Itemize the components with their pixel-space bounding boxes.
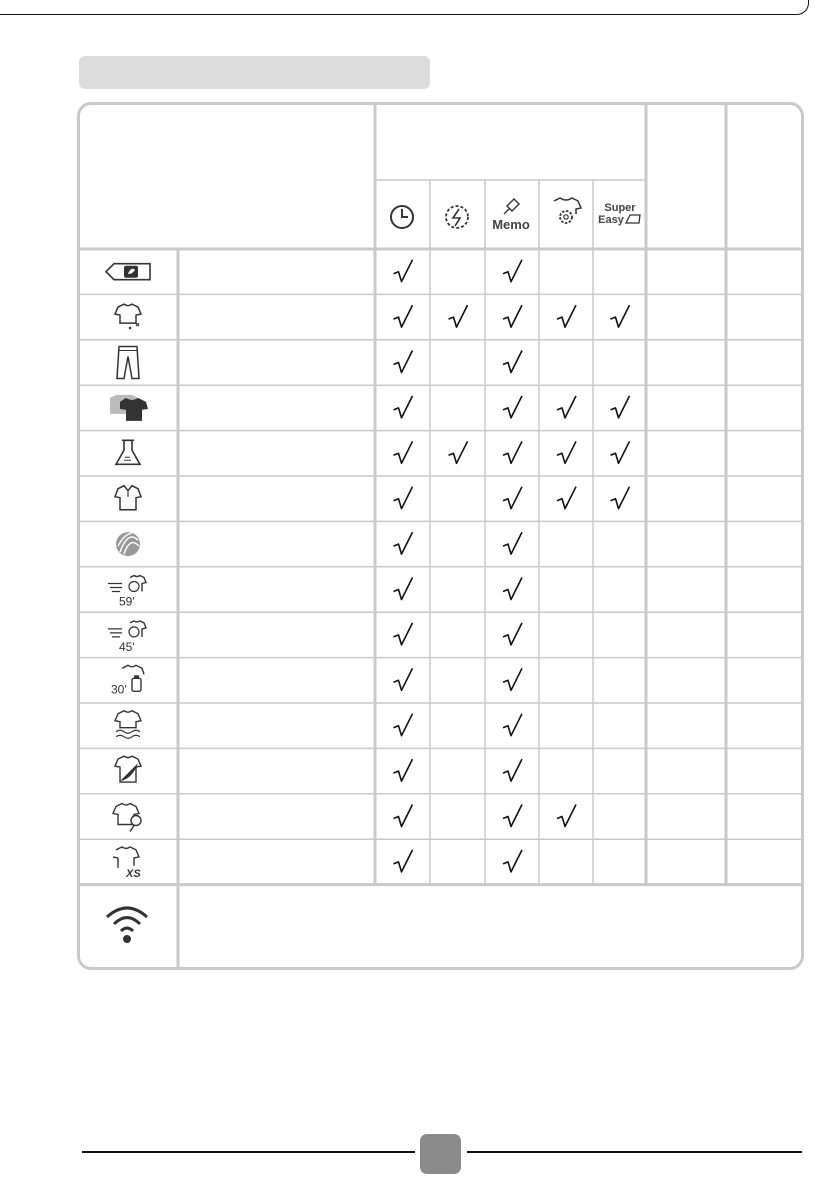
shirt-stain-icon xyxy=(131,816,141,826)
check-mark xyxy=(503,714,522,736)
check-mark xyxy=(394,260,413,282)
check-mark xyxy=(611,396,630,418)
iron-icon xyxy=(626,215,640,223)
shirt-30-bottle-icon xyxy=(132,678,141,691)
program-label: 30' xyxy=(111,682,127,697)
check-mark xyxy=(503,668,522,690)
check-mark xyxy=(394,351,413,373)
shirt-gear-icon xyxy=(564,215,568,219)
check-mark xyxy=(611,487,630,509)
check-mark xyxy=(503,805,522,827)
check-mark xyxy=(394,441,413,463)
check-mark xyxy=(394,668,413,690)
check-mark xyxy=(394,805,413,827)
check-mark xyxy=(503,396,522,418)
wifi-icon xyxy=(107,908,147,917)
wifi-icon xyxy=(114,918,140,925)
quick-wash-icon xyxy=(446,206,468,228)
check-mark xyxy=(503,532,522,554)
table-row xyxy=(394,668,523,690)
shirt-waves-icon xyxy=(116,730,140,738)
rapid-59-icon xyxy=(108,584,122,592)
table-row xyxy=(394,305,630,327)
check-mark xyxy=(394,714,413,736)
footer-rule-left xyxy=(82,1151,415,1153)
check-mark xyxy=(503,759,522,781)
footer-rule-right xyxy=(467,1151,802,1153)
check-mark xyxy=(394,623,413,645)
shirt-sparkle-icon xyxy=(115,304,141,323)
table-row xyxy=(394,759,523,781)
shirt-sparkle-icon xyxy=(129,323,139,329)
check-mark xyxy=(449,441,468,463)
section-title-bar xyxy=(79,56,430,89)
check-mark xyxy=(557,441,576,463)
memo-label: Memo xyxy=(492,217,530,232)
check-mark xyxy=(557,487,576,509)
check-mark xyxy=(394,759,413,781)
shirt-gear-icon xyxy=(560,211,572,223)
check-mark xyxy=(394,578,413,600)
check-mark xyxy=(394,532,413,554)
table-row xyxy=(394,396,630,418)
check-mark xyxy=(503,623,522,645)
check-mark xyxy=(503,305,522,327)
table-row xyxy=(394,441,630,463)
rapid-45-icon xyxy=(129,627,139,637)
mixed-colors-icon xyxy=(120,398,148,421)
rapid-45-icon xyxy=(108,629,122,637)
memo-pin-icon xyxy=(504,199,519,214)
shirt-waves-icon xyxy=(115,711,141,728)
check-mark xyxy=(394,305,413,327)
page-number-badge xyxy=(420,1134,461,1174)
super-easy-label: Easy xyxy=(598,214,624,226)
program-options-table xyxy=(77,102,804,970)
check-mark xyxy=(503,487,522,509)
wifi-icon xyxy=(123,935,131,943)
shirt-30-bottle-icon xyxy=(134,675,139,678)
check-mark xyxy=(394,850,413,872)
flask-icon xyxy=(124,457,131,460)
table-grid xyxy=(80,105,801,967)
check-mark xyxy=(503,260,522,282)
check-mark xyxy=(394,396,413,418)
shirt-xs-icon xyxy=(113,847,139,868)
check-mark xyxy=(503,850,522,872)
table-row xyxy=(394,850,523,872)
check-mark xyxy=(557,805,576,827)
shirt-stain-icon xyxy=(130,826,134,832)
check-mark xyxy=(611,441,630,463)
quick-wash-icon xyxy=(453,209,460,226)
check-mark xyxy=(449,305,468,327)
check-mark xyxy=(557,396,576,418)
super-easy-label: Super xyxy=(604,202,636,214)
table-row xyxy=(394,714,523,736)
check-mark xyxy=(394,487,413,509)
check-mark xyxy=(503,578,522,600)
rapid-59-icon xyxy=(129,582,139,592)
wifi-icon xyxy=(121,928,133,931)
delicate-feather-icon xyxy=(115,756,141,782)
page-top-edge xyxy=(0,0,809,15)
shirt-30-bottle-icon xyxy=(122,665,144,674)
check-mark xyxy=(503,351,522,373)
program-label: 59' xyxy=(119,594,135,609)
check-mark xyxy=(503,441,522,463)
check-mark xyxy=(611,305,630,327)
table-row xyxy=(394,578,523,600)
program-label: XS xyxy=(126,867,141,880)
check-mark xyxy=(557,305,576,327)
table-row xyxy=(394,532,523,554)
jeans-icon xyxy=(117,347,139,379)
program-label: 45' xyxy=(119,639,135,654)
table-row xyxy=(394,351,523,373)
table-row xyxy=(394,487,630,509)
table-row xyxy=(394,260,523,282)
polo-shirt-icon xyxy=(115,486,141,510)
table-row xyxy=(394,623,523,645)
delay-start-icon xyxy=(402,209,408,217)
